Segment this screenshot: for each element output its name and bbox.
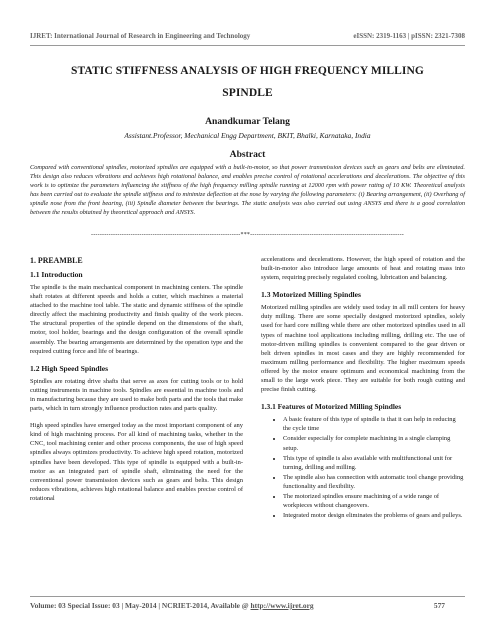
footer-rule	[30, 596, 465, 597]
subsection-heading-high-speed-spindles: 1.2 High Speed Spindles	[30, 363, 109, 373]
journal-name: IJRET: International Journal of Research in Engineering and Technology	[30, 32, 251, 40]
page-footer	[30, 601, 445, 610]
section-separator: --------------------------------------------------------------------***----------------------------------------------------------------------	[91, 232, 404, 238]
list-item: • Consider especially for complete machining in a single clamping setup.	[283, 434, 465, 452]
author-affiliation: Assistant.Professor, Mechanical Engg Department, BKIT, Bhalki, Karnataka, India	[124, 131, 371, 140]
left-column	[30, 256, 243, 511]
issn: eISSN: 2319-1163 | pISSN: 2321-7308	[353, 32, 465, 40]
paragraph-high-speed-2: High speed spindles have emerged today as the most important component of any kind of high machining process. For all kind of machining tasks, whether in the CNC, tool machining center and other process components, the use of high speed spindles always optimizes productivity. To achieve high speed rotation, motorized spindles have been developed. This type of spindle is equipped with a built-in-motor as an integrated part of spindle shaft, eliminating the need for the conventional power transmission devices such as gears and belts. This design reduces vibrations, achieves high rotational balance and enables precise control of rotational	[30, 422, 243, 502]
title-line-1: STATIC STIFFNESS ANALYSIS OF HIGH FREQUENCY MILLING	[71, 65, 424, 77]
paper-title	[40, 60, 455, 104]
paragraph-motorized-milling: Motorized milling spindles are widely used today in all mill centers for heavy duty milling. There are some specially designed motorized spindles, solely used for hard core milling while there are other motorized spindles used in all types of machine tool applications including milling, drilling etc. The use of motor-driven milling spindles is convenient compared to the gear driven or belt driven spindles in most cases and they are highly recommended for maximum milling performance and flexibility. The higher maximum speeds offered by the motor ensure optimum and economical machining from the small to the large work piece. They are suitable for both rough cutting and precise finish cutting.	[261, 304, 465, 394]
subsection-heading-introduction: 1.1 Introduction	[30, 270, 83, 279]
list-item: • A basic feature of this type of spindle is that it can help in reducing the cycle time	[283, 415, 465, 433]
page-number: 577	[433, 601, 445, 610]
journal-header	[30, 32, 465, 40]
subsubsection-heading-features: 1.3.1 Features of Motorized Milling Spindles	[261, 402, 402, 412]
features-list	[261, 415, 465, 520]
author-name: Anandkumar Telang	[205, 116, 290, 127]
subsection-heading-motorized-milling: 1.3 Motorized Milling Spindles	[261, 290, 361, 300]
journal-link[interactable]: http://www.ijret.org	[250, 601, 314, 610]
list-item: • The spindle also has connection with automatic tool change providing functionality and flexibility.	[283, 473, 465, 491]
paragraph-continued: accelerations and decelerations. However, the high speed of rotation and the built-in-motor also introduce large amounts of heat and rotating mass into system, requiring precisely regulated cooling, lubrication and balancing.	[261, 256, 465, 282]
footer-volume-info	[30, 601, 314, 610]
abstract-text: Compared with conventional spindles, motorized spindles are equipped with a built-in-motor, so that power transmission devices such as gears and belts are eliminated. This design also reduces vibrations and achieves high rotational balance, and enables precise control of rotational accelerations and decelerations. The objective of this work is to optimize the parameters influencing the stiffness of the high frequency milling spindle running at 12000 rpm with power rating of 10 KW. Theoretical analysis has been carried out to evaluate the spindle stiffness and to minimize deflection at the nose by varying the following parameters: (i) Bearing arrangement, (ii) Overhang of spindle nose from the front bearing, (iii) Spindle diameter between the bearings. The static analysis was also carried out using ANSYS and there is a good correlation between the results obtained by theoretical approach and ANSYS.	[30, 164, 465, 217]
list-item: • This type of spindle is also available with multifunctional unit for turning, drilling and milling.	[283, 454, 465, 472]
abstract-heading: Abstract	[229, 149, 266, 160]
footer-citation: Volume: 03 Special Issue: 03 | May-2014 | NCRIET-2014, Available @	[30, 601, 249, 610]
title-line-2: SPINDLE	[222, 87, 273, 99]
header-rule	[30, 45, 465, 46]
list-item: • Integrated motor design eliminates the problems of gears and pulleys.	[283, 511, 465, 520]
section-heading-preamble: 1. PREAMBLE	[30, 256, 83, 265]
list-item: • The motorized spindles ensure machining of a wide range of workpieces without changeovers.	[283, 492, 465, 510]
paragraph-introduction: The spindle is the main mechanical component in machining centers. The spindle shaft rotates at different speeds and holds a cutter, which machines a material attached to the machine tool table. The static and dynamic stiffness of the spindle directly affect the machining productivity and finish quality of the work pieces. The structural properties of the spindle depend on the dimensions of the shaft, motor, tool holder, bearings and the design configuration of the overall spindle assembly. The bearing arrangements are determined by the operation type and the required cutting force and life of bearings.	[30, 284, 243, 355]
paragraph-high-speed-1: Spindles are rotating drive shafts that serve as axes for cutting tools or to hold cutting instruments in machine tools. Spindles are essential in machine tools and in manufacturing because they are used to make both parts and the tools that make parts, which in turn strongly influence production rates and parts quality.	[30, 377, 243, 413]
right-column	[261, 255, 465, 521]
